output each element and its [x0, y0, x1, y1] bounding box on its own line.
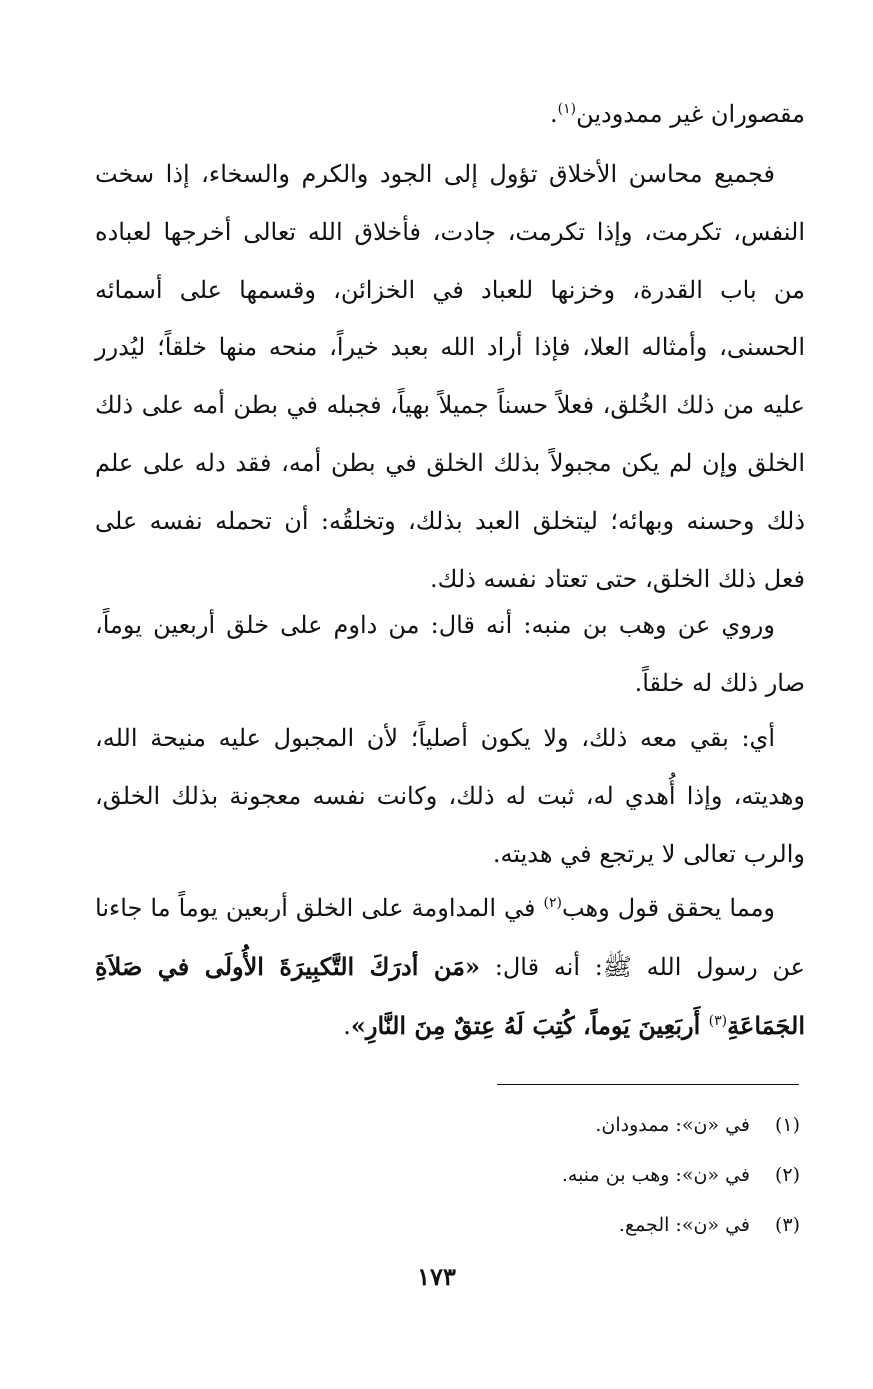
footnotes: [400, 1100, 800, 1250]
footnote-2: [400, 1150, 800, 1200]
main-text: [95, 86, 805, 144]
footnote-ref-1: (١): [557, 101, 577, 117]
hadith-text-start: «مَن أدرَكَ التَّكبِيرَةَ الأُولَى في صَلاَةِ الجَمَاعَةِ: [95, 951, 805, 1040]
paragraph-3-block: [95, 710, 805, 883]
paragraph-4-middle: في المداومة على الخلق أربعين يوماً ما جاءنا عن رسول الله ﷺ: أنه قال:: [95, 894, 806, 981]
footnote-3-number: (٣): [774, 1214, 800, 1236]
continuation-line: [95, 86, 805, 144]
continuation-text: مقصوران غير ممدودين: [576, 100, 805, 128]
footnote-3: [400, 1200, 800, 1250]
paragraph-1: فجميع محاسن الأخلاق تؤول إلى الجود والكرم والسخاء، إذا سخت النفس، تكرمت، وإذا تكرمت، جادت، فأخلاق الله تعالى أخرجها لعباده من باب القدرة، وخزنها للعباد في الخزائن، وقسمها على أسمائه الحسنى، وأمثاله العلا، فإذا أراد الله بعبد خيراً، منحه منها خلقاً؛ ليُدرر عليه من ذلك الخُلق، فعلاً حسناً جميلاً بهياً، فجبله في بطن أمه على ذلك الخلق وإن لم يكن مجبولاً بذلك الخلق في بطن أمه، فقد دله على علم ذلك وحسنه وبهائه؛ ليتخلق العبد بذلك، وتخلقُه: أن تحمله نفسه على فعل ذلك الخلق، حتى تعتاد نفسه ذلك.: [95, 160, 805, 593]
paragraph-3: أي: بقي معه ذلك، ولا يكون أصلياً؛ لأن المجبول عليه منيحة الله، وهديته، وإذا أُهدي له، ثبت له ذلك، وكانت نفسه معجونة بذلك الخلق، والرب تعالى لا يرتجع في هديته.: [95, 724, 805, 868]
paragraph-4-period: .: [343, 1011, 351, 1040]
footnote-ref-2: (٢): [543, 895, 562, 911]
footnote-separator: [497, 1084, 799, 1085]
paragraph-2: وروي عن وهب بن منبه: أنه قال: من داوم على خلق أربعين يوماً، صار ذلك له خلقاً.: [95, 611, 805, 697]
paragraph-2-block: [95, 597, 805, 713]
footnote-1-text: في «ن»: ممدودان.: [595, 1114, 750, 1136]
continuation-period: .: [549, 100, 558, 128]
paragraph-1-block: [95, 146, 805, 608]
hadith-text-end: أَربَعِينَ يَوماً، كُتِبَ لَهُ عِتقٌ مِنَ النَّارِ»: [350, 1010, 709, 1040]
footnote-2-text: في «ن»: وهب بن منبه.: [561, 1164, 750, 1186]
paragraph-4: [95, 880, 805, 1055]
footnote-1: [400, 1100, 800, 1150]
paragraph-4-start: ومما يحقق قول وهب: [561, 894, 776, 922]
footnote-1-number: (١): [774, 1114, 800, 1136]
footnote-2-number: (٢): [774, 1164, 800, 1186]
page-number: ١٧٣: [417, 1262, 456, 1291]
paragraph-4-block: [95, 880, 805, 1055]
footnote-3-text: في «ن»: الجمع.: [618, 1214, 750, 1236]
footnote-ref-3: (٣): [708, 1012, 728, 1029]
